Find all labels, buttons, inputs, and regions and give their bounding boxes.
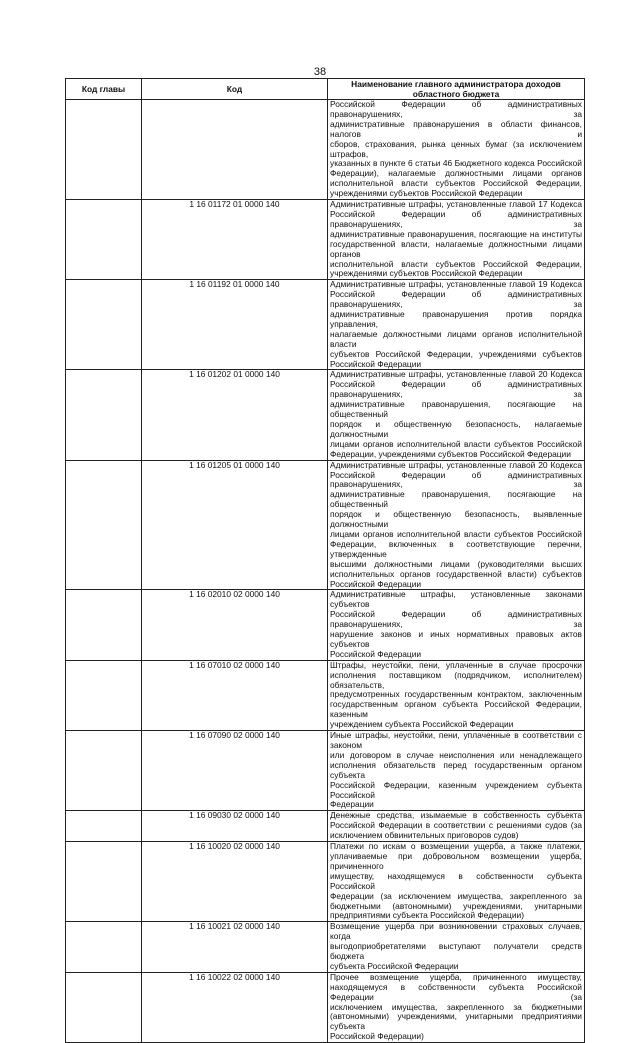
chapter-code-cell bbox=[66, 972, 142, 1042]
name-text-line: исполнительных органов государственной власти) субъектов bbox=[330, 568, 582, 579]
name-text-line: имуществу, находящемуся в собственности субъекта Российской bbox=[330, 870, 582, 891]
administrator-name-cell bbox=[328, 922, 585, 973]
chapter-code-cell bbox=[66, 811, 142, 842]
budget-code-cell: 1 16 01205 01 0000 140 bbox=[142, 460, 328, 590]
name-text-line: Прочее возмещение ущерба, причиненного имуществу, bbox=[330, 971, 582, 982]
name-text-line: Федерации, учреждениями субъектов Российской Федерации bbox=[330, 448, 571, 459]
page-number: 38 bbox=[313, 66, 327, 78]
name-text-line: Российской Федерации об административных правонарушениях, за bbox=[330, 99, 582, 119]
name-text-line: субъекта Российской Федерации bbox=[330, 960, 459, 971]
name-text-line: предприятиями субъекта Российской Федерации) bbox=[330, 910, 524, 921]
revenue-administrators-table bbox=[65, 78, 585, 1043]
budget-code-cell: 1 16 09030 02 0000 140 bbox=[142, 811, 328, 842]
table-row bbox=[66, 922, 585, 973]
name-text-line: Денежные средства, изымаемые в собственность субъекта bbox=[330, 810, 582, 821]
chapter-code-cell bbox=[66, 200, 142, 280]
table-row bbox=[66, 200, 585, 280]
name-text-line: лицами органов исполнительной власти субъектов Российской bbox=[330, 438, 582, 449]
name-text-line: Российской Федерации об административных правонарушениях, за bbox=[330, 289, 582, 310]
budget-code-cell: 1 16 01202 01 0000 140 bbox=[142, 370, 328, 460]
table-row bbox=[66, 811, 585, 842]
chapter-code-cell bbox=[66, 842, 142, 922]
name-text-line: Российской Федерации об административных правонарушениях, за bbox=[330, 469, 582, 490]
administrator-name-cell bbox=[328, 200, 585, 280]
name-text-line: исключением обвинительных приговоров судов) bbox=[330, 830, 519, 841]
header-chapter-code: Код главы bbox=[66, 79, 142, 100]
name-text-line: субъектов Российской Федерации, учреждениями субъектов bbox=[330, 348, 582, 359]
chapter-code-cell bbox=[66, 922, 142, 973]
name-text-line: административные правонарушения против порядка управления, bbox=[330, 309, 582, 329]
budget-code-cell: 1 16 07090 02 0000 140 bbox=[142, 731, 328, 811]
name-text-line: Платежи по искам о возмещении ущерба, а также платежи, bbox=[330, 841, 582, 852]
chapter-code-cell bbox=[66, 731, 142, 811]
name-text-line: учреждениями субъектов Российской Федерации bbox=[330, 188, 523, 199]
table-header bbox=[66, 79, 585, 100]
name-text-line: Административные штрафы, установленные главой 20 Кодекса bbox=[330, 369, 582, 380]
budget-code-cell: 1 16 01172 01 0000 140 bbox=[142, 200, 328, 280]
budget-code-cell bbox=[142, 100, 328, 200]
header-code: Код bbox=[142, 79, 328, 100]
name-text-line: исполнительной власти субъектов Российской Федерации, bbox=[330, 178, 582, 189]
name-text-line: Российской Федерации об административных правонарушениях, за bbox=[330, 379, 582, 400]
table-body bbox=[66, 100, 585, 1043]
table-row bbox=[66, 842, 585, 922]
name-text-line: административные правонарушения, посягающие на институты bbox=[330, 228, 582, 239]
administrator-name-cell bbox=[328, 100, 585, 200]
chapter-code-cell bbox=[66, 660, 142, 730]
name-text-line: Российской Федерации bbox=[330, 358, 422, 369]
name-text-line: учреждениями субъектов Российской Федерации bbox=[330, 268, 523, 279]
name-text-line: исполнения поставщиком (подрядчиком, исполнителем) обязательств, bbox=[330, 669, 582, 690]
name-text-line: Федерации), налагаемые должностными лицами органов bbox=[330, 168, 582, 179]
table-row bbox=[66, 460, 585, 590]
name-text-line: Российской Федерации об административных правонарушениях, за bbox=[330, 609, 582, 630]
name-text-line: Российской Федерации, казенным учреждением субъекта Российской bbox=[330, 779, 582, 800]
name-text-line: Российской Федерации в соответствии с решениями судов (за bbox=[330, 820, 582, 831]
administrator-name-cell bbox=[328, 842, 585, 922]
name-text-line: Российской Федерации bbox=[330, 648, 422, 659]
name-text-line: государственной власти, налагаемые должностными лицами органов bbox=[330, 238, 582, 259]
name-text-line: Российской Федерации bbox=[330, 578, 422, 589]
name-text-line: уплачиваемые при добровольном возмещении ущерба, причиненного bbox=[330, 850, 582, 871]
name-text-line: учреждением субъекта Российской Федерации bbox=[330, 719, 514, 730]
name-text-line: предусмотренных государственным контрактом, заключенным bbox=[330, 689, 582, 700]
name-text-line: Федерации bbox=[330, 799, 374, 810]
name-text-line: порядок и общественную безопасность, выявленные должностными bbox=[330, 509, 582, 530]
table-row bbox=[66, 100, 585, 200]
name-text-line: Российской Федерации об административных правонарушениях, за bbox=[330, 208, 582, 229]
name-text-line: административные правонарушения, посягающие на общественный bbox=[330, 489, 582, 510]
name-text-line: исключением имущества, закрепленного за бюджетными bbox=[330, 1001, 582, 1012]
name-text-line: Административные штрафы, установленные законами субъектов bbox=[330, 589, 582, 610]
name-text-line: бюджетными (автономными) учреждениями, унитарными bbox=[330, 900, 582, 911]
budget-code-cell: 1 16 02010 02 0000 140 bbox=[142, 590, 328, 660]
administrator-name-cell bbox=[328, 590, 585, 660]
table-row bbox=[66, 731, 585, 811]
table-row bbox=[66, 660, 585, 730]
table-row bbox=[66, 972, 585, 1042]
name-text-line: налагаемые должностными лицами органов исполнительной власти bbox=[330, 328, 582, 349]
chapter-code-cell bbox=[66, 280, 142, 370]
name-text-line: выгодоприобретателями выступают получатели средств бюджета bbox=[330, 941, 582, 962]
name-text-line: лицами органов исполнительной власти субъектов Российской bbox=[330, 528, 582, 539]
table-row bbox=[66, 280, 585, 370]
name-text-line: государственным органом субъекта Российской Федерации, казенным bbox=[330, 699, 582, 720]
name-text-line: сборов, страхования, рынка ценных бумаг (за исключением штрафов, bbox=[330, 138, 582, 159]
name-text-line: находящемуся в собственности субъекта Российской Федерации (за bbox=[330, 981, 582, 1002]
name-text-line: Возмещение ущерба при возникновении страховых случаев, когда bbox=[330, 921, 582, 942]
chapter-code-cell bbox=[66, 370, 142, 460]
name-text-line: Федерации (за исключением имущества, закрепленного за bbox=[330, 890, 582, 901]
name-text-line: Штрафы, неустойки, пени, уплаченные в случае просрочки bbox=[330, 659, 582, 670]
name-text-line: Административные штрафы, установленные главой 20 Кодекса bbox=[330, 459, 582, 470]
name-text-line: Федерации, включенных в соответствующие перечни, утвержденные bbox=[330, 538, 582, 559]
chapter-code-cell bbox=[66, 590, 142, 660]
name-text-line: высшими должностными лицами (руководителями высших bbox=[330, 558, 582, 569]
name-text-line: Иные штрафы, неустойки, пени, уплаченные в соответствии с законом bbox=[330, 730, 582, 750]
budget-code-cell: 1 16 10022 02 0000 140 bbox=[142, 972, 328, 1042]
administrator-name-cell bbox=[328, 811, 585, 842]
administrator-name-cell bbox=[328, 731, 585, 811]
chapter-code-cell bbox=[66, 460, 142, 590]
administrator-name-cell bbox=[328, 972, 585, 1042]
budget-code-cell: 1 16 01192 01 0000 140 bbox=[142, 280, 328, 370]
chapter-code-cell bbox=[66, 100, 142, 200]
name-text-line: административные правонарушения, посягающие на общественный bbox=[330, 399, 582, 420]
name-text-line: указанных в пункте 6 статьи 46 Бюджетного кодекса Российской bbox=[330, 158, 582, 169]
name-text-line: административные правонарушения в области финансов, налогов и bbox=[330, 118, 582, 139]
name-text-line: Административные штрафы, установленные главой 17 Кодекса bbox=[330, 199, 582, 210]
budget-code-cell: 1 16 10020 02 0000 140 bbox=[142, 842, 328, 922]
table-row bbox=[66, 370, 585, 460]
budget-code-cell: 1 16 07010 02 0000 140 bbox=[142, 660, 328, 730]
name-text-line: Российской Федерации) bbox=[330, 1031, 424, 1042]
name-text-line: исполнительной власти субъектов Российской Федерации, bbox=[330, 258, 582, 269]
name-text-line: Административные штрафы, установленные главой 19 Кодекса bbox=[330, 279, 582, 290]
administrator-name-cell bbox=[328, 280, 585, 370]
name-text-line: (автономными) учреждениями, унитарными предприятиями субъекта bbox=[330, 1011, 582, 1032]
budget-code-cell: 1 16 10021 02 0000 140 bbox=[142, 922, 328, 973]
administrator-name-cell bbox=[328, 660, 585, 730]
administrator-name-cell bbox=[328, 460, 585, 590]
name-text-line: исполнения обязательств перед государственным органом субъекта bbox=[330, 759, 582, 780]
name-text-line: порядок и общественную безопасность, налагаемые должностными bbox=[330, 419, 582, 439]
administrator-name-cell bbox=[328, 370, 585, 460]
header-administrator-name: Наименование главного администратора доходов областного бюджета bbox=[328, 79, 585, 100]
table-row bbox=[66, 590, 585, 660]
name-text-line: нарушение законов и иных нормативных правовых актов субъектов bbox=[330, 629, 582, 649]
name-text-line: или договором в случае неисполнения или ненадлежащего bbox=[330, 749, 582, 760]
